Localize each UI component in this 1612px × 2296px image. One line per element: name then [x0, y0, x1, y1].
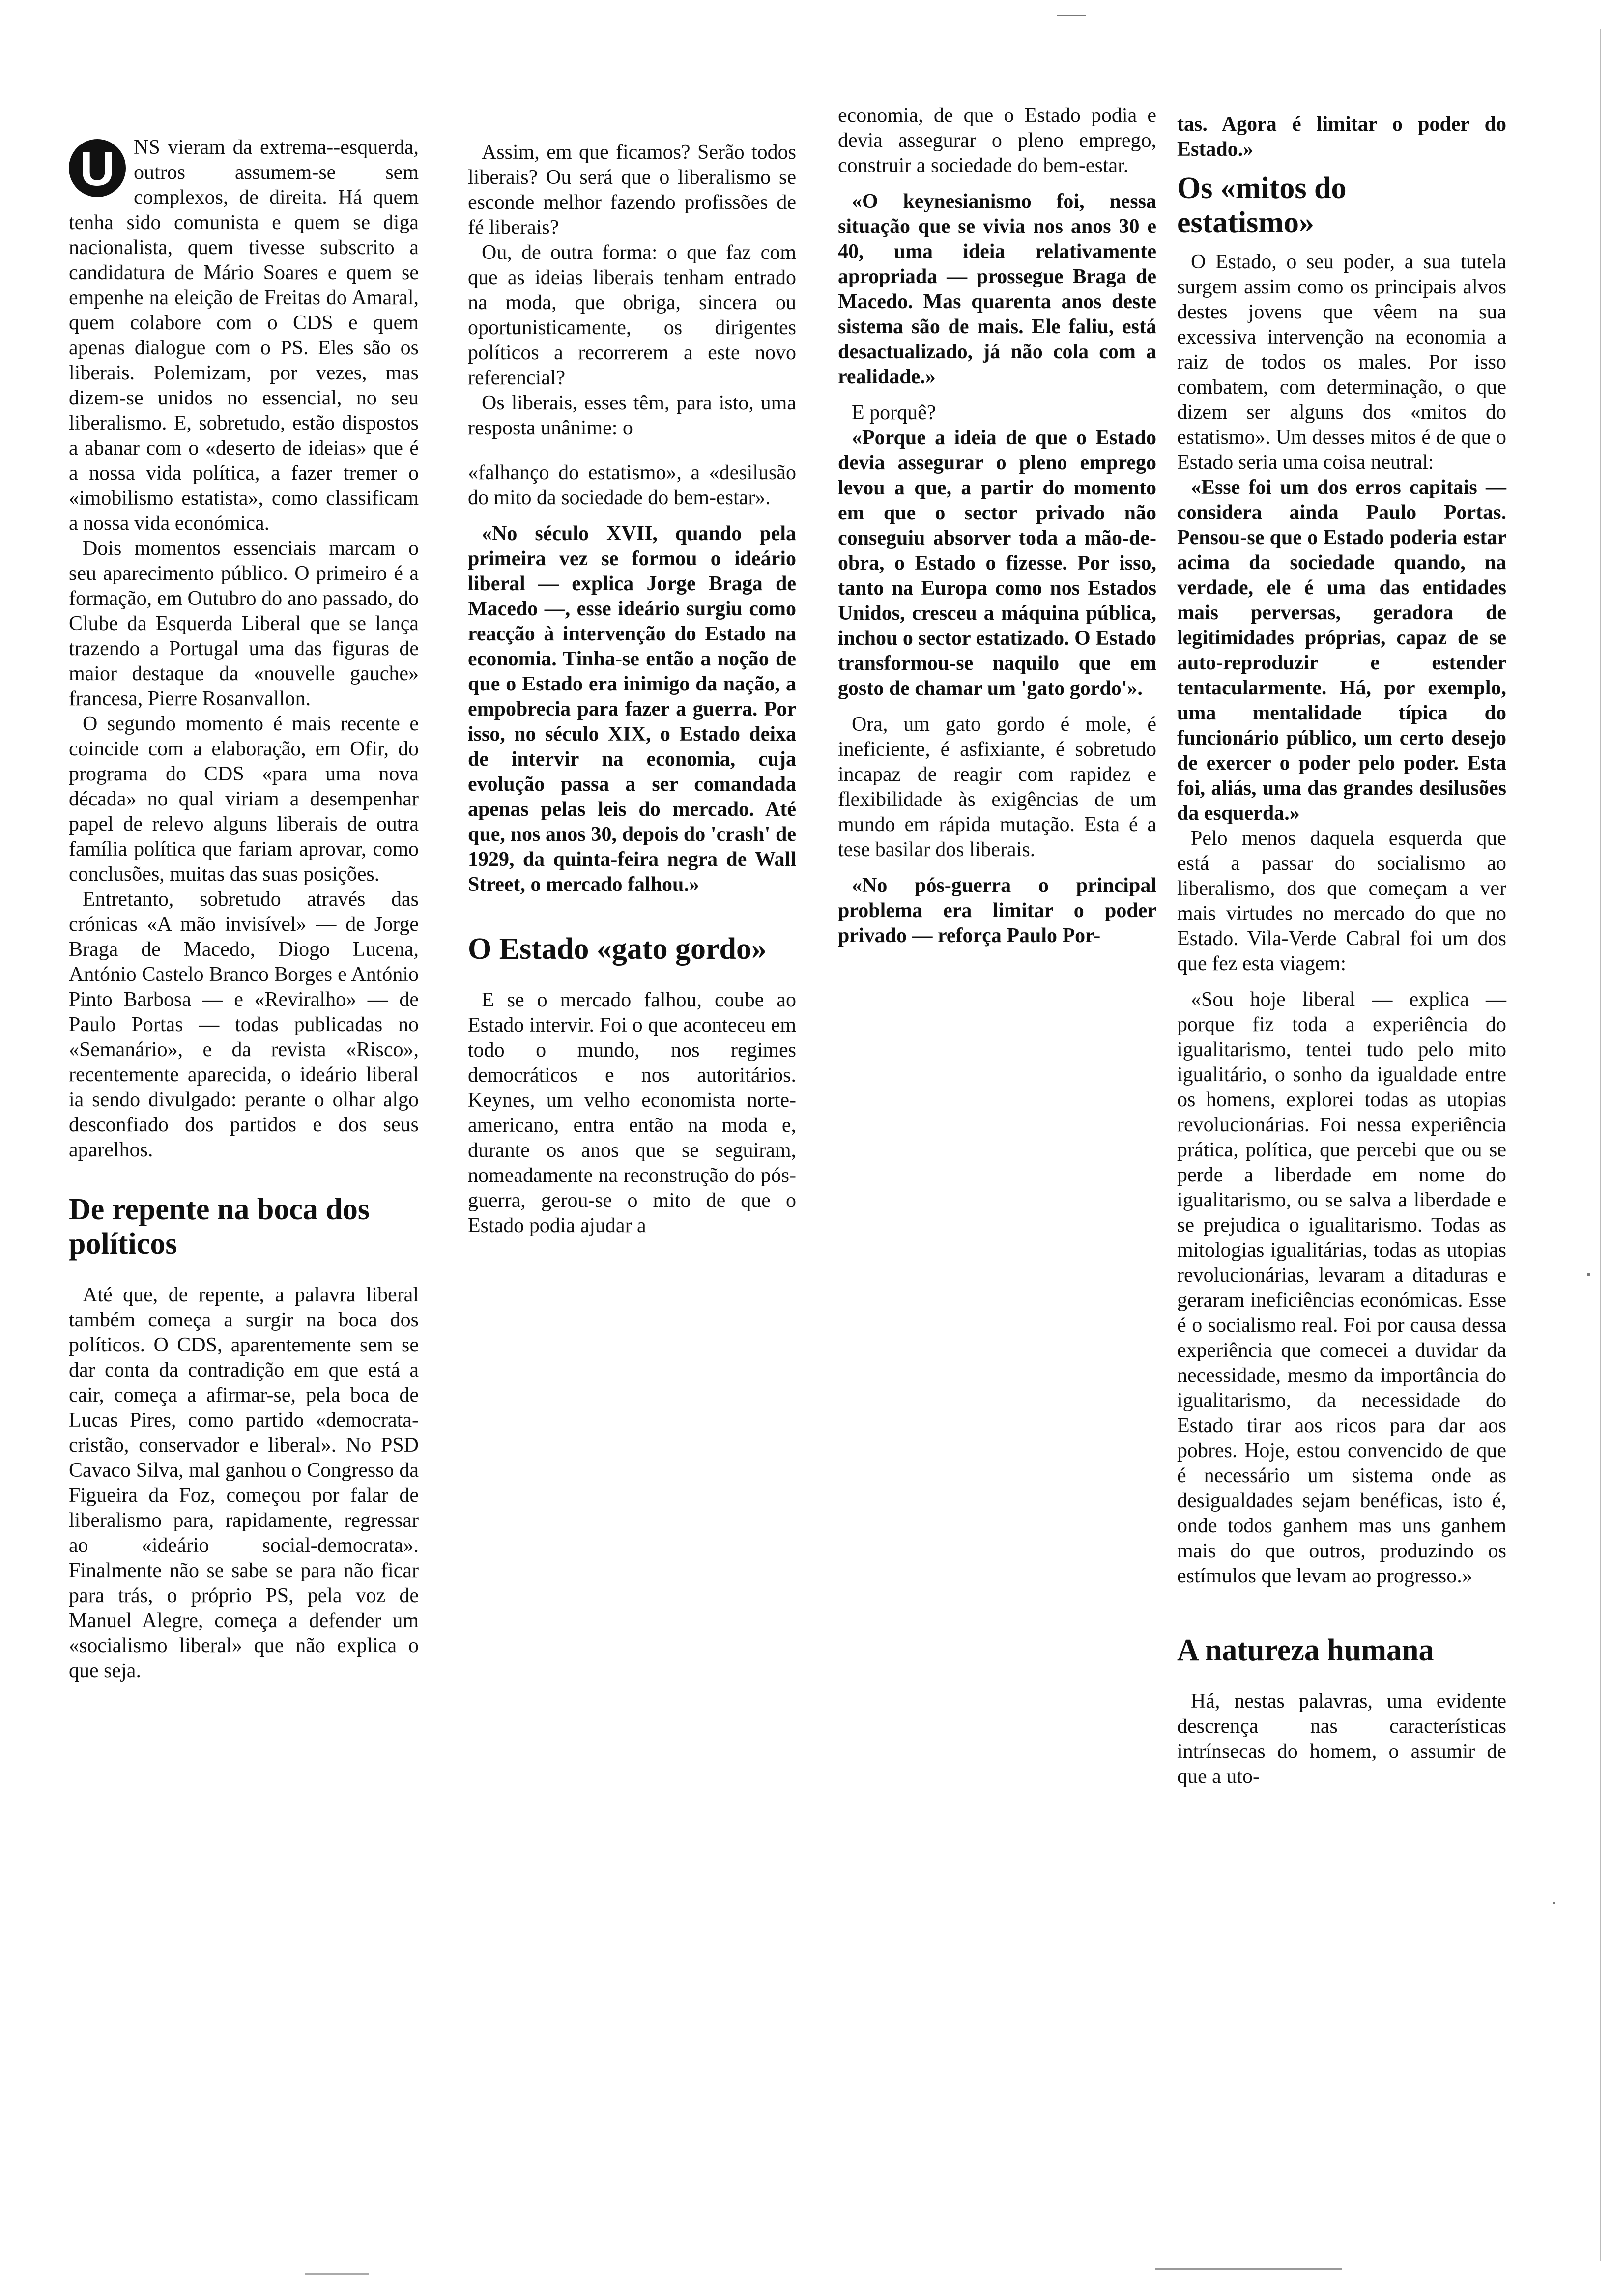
column-4 [1177, 112, 1506, 1789]
quote: «O keynesianismo foi, nessa situação que se vivia nos anos 30 e 40, uma ideia relativamente apropriada — prossegue Braga de Macedo. Mas quarenta anos deste sistema são de mais. Ele faliu, está desactualizado, já não cola com a realidade.» [838, 190, 1156, 388]
quote: «Porque a ideia de que o Estado devia assegurar o pleno emprego levou a que, a partir do momento em que o sector privado não conseguiu absorver toda a mão-de-obra, o Estado o fizesse. Por isso, tanto na Europa como nos Estados Unidos, cresceu a máquina pública, inchou o sector estatizado. O Estado transformou-se naquilo que em gosto de chamar um 'gato gordo'». [838, 427, 1156, 700]
paragraph: economia, de que o Estado podia e devia assegurar o pleno emprego, construir a sociedade do bem-estar. [838, 104, 1156, 177]
paragraph: Ou, de outra forma: o que faz com que as ideias liberais tenham entrado na moda, que obriga, sincera ou oportunisticamente, os dirigentes políticos a recorrerem a este novo referencial? [468, 241, 796, 389]
section-heading: O Estado «gato gordo» [468, 932, 767, 966]
quote: «No pós-guerra o principal problema era limitar o poder privado — reforça Paulo Por- [838, 874, 1156, 947]
paragraph: tas. Agora é limitar o poder do Estado.» [1177, 113, 1506, 161]
quote: «Esse foi um dos erros capitais — considera ainda Paulo Portas. Pensou-se que o Estado poderia estar acima da sociedade quando, na verdade, ele é uma das entidades mais perversas, geradora de legitimidades próprias, capaz de se auto-reproduzir e estender tentacularmente. Há, por exemplo, uma mentalidade típica do funcionário público, um certo desejo de exercer o poder pelo poder. Esta foi, aliás, uma das grandes desilusões da esquerda.» [1177, 476, 1506, 825]
paragraph: O Estado, o seu poder, a sua tutela surgem assim como os principais alvos destes jovens que vêem na sua excessiva intervenção na economia a raiz de todos os males. Por isso combatem, com determinação, o que dizem ser alguns dos «mitos do estatismo». Um desses mitos é de que o Estado seria uma coisa neutral: [1177, 251, 1506, 474]
scan-speck [1553, 1902, 1555, 1904]
column-3 [838, 103, 1156, 948]
paragraph: Ora, um gato gordo é mole, é ineficiente, é asfixiante, é sobretudo incapaz de reagir com rapidez e flexibilidade às exigências de um mundo em rápida mutação. Esta é a tese basilar dos liberais. [838, 713, 1156, 861]
scan-edge-mark [1600, 29, 1601, 2261]
scan-speck [1155, 2268, 1342, 2270]
paragraph: Há, nestas palavras, uma evidente descrença nas características intrínsecas do homem, o assumir de que a uto- [1177, 1690, 1506, 1788]
section-heading: A natureza humana [1177, 1634, 1434, 1667]
paragraph: E se o mercado falhou, coube ao Estado intervir. Foi o que aconteceu em todo o mundo, nos regimes democráticos e nos autoritários. Keynes, um velho economista norte-americano, entra então na moda e, durante os anos que se seguiram, nomeadamente na reconstrução do pós-guerra, gerou-se o mito de que o Estado podia ajudar a [468, 989, 796, 1237]
quote: «No século XVII, quando pela primeira vez se formou o ideário liberal — explica Jorge Braga de Macedo —, esse ideário surgiu como reacção à intervenção do Estado na economia. Tinha-se então a noção de que o Estado era inimigo da nação, a empobrecia para fazer a guerra. Por isso, no século XIX, o Estado deixa de intervir na economia, cuja evolução passa a ser comandada apenas pelas leis do mercado. Até que, nos anos 30, depois do 'crash' de 1929, da quinta-feira negra de Wall Street, o mercado falhou.» [468, 522, 796, 896]
scan-speck [1587, 1273, 1590, 1276]
scan-speck [1057, 15, 1086, 16]
quote: «Sou hoje liberal — explica — porque fiz toda a experiência do igualitarismo, tentei tudo pelo mito igualitário, o sonho da igualdade entre os homens, explorei todas as utopias revolucionárias. Foi nessa experiência prática, política, que percebi que ou se perde a liberdade em nome do igualitarismo, ou se salva a liberdade e se prejudica o igualitarismo. Todas as mitologias igualitárias, todas as utopias revolucionárias, levaram a ditaduras e geraram ineficiências económicas. Esse é o socialismo real. Foi por causa dessa experiência que comecei a duvidar da necessidade, mesmo da importância do igualitarismo, da necessidade do Estado tirar aos ricos para dar aos pobres. Hoje, estou convencido de que é necessário um sistema onde as desigualdades sejam benéficas, isto é, onde todos ganhem mas uns ganhem mais do que outros, produzindo os estímulos que levam ao progresso.» [1177, 988, 1506, 1587]
paragraph: Até que, de repente, a palavra liberal também começa a surgir na boca dos políticos. O CDS, aparentemente sem se dar conta da contradição em que está a cair, começa a afirmar-se, pela boca de Lucas Pires, como partido «democrata-cristão, conservador e liberal». No PSD Cavaco Silva, mal ganhou o Congresso da Figueira da Foz, começou por falar de liberalismo para, rapidamente, regressar ao «ideário social-democrata». Finalmente não se sabe se para não ficar para trás, o próprio PS, pela voz de Manuel Alegre, começa a defender um «socialismo liberal» que não explica o que seja. [69, 1284, 419, 1682]
paragraph: «falhanço do estatismo», a «desilusão do mito da sociedade do bem-estar». [468, 461, 796, 509]
section-heading: De repente na boca dos políticos [69, 1193, 370, 1261]
paragraph: E porquê? [852, 402, 936, 424]
paragraph: O segundo momento é mais recente e coincide com a elaboração, em Ofir, do programa do CDS «para uma nova década» no qual viriam a desempenhar papel de relevo alguns liberais de outra família política que fariam aprovar, como conclusões, muitas das suas posições. [69, 713, 419, 886]
paragraph: Dois momentos essenciais marcam o seu aparecimento público. O primeiro é a formação, em Outubro do ano passado, do Clube da Esquerda Liberal que se lança trazendo a Portugal uma das figuras de maior destaque da «nouvelle gauche» francesa, Pierre Rosanvallon. [69, 537, 419, 710]
dropcap-letter: U [69, 139, 126, 197]
column-1 [69, 135, 419, 1684]
paragraph: Assim, em que ficamos? Serão todos liberais? Ou será que o liberalismo se esconde melhor fazendo profissões de fé liberais? [468, 141, 796, 239]
paragraph: Os liberais, esses têm, para isto, uma resposta unânime: o [468, 392, 796, 439]
paragraph: Entretanto, sobretudo através das crónicas «A mão invisível» — de Jorge Braga de Macedo, Diogo Lucena, António Castelo Branco Borges e António Pinto Barbosa — e «Reviralho» — de Paulo Portas — todas publicadas no «Semanário», e da revista «Risco», recentemente aparecida, o ideário liberal ia sendo divulgado: perante o olhar algo desconfiado dos partidos e dos seus aparelhos. [69, 888, 419, 1161]
column-2 [468, 140, 796, 1238]
scan-speck [305, 2273, 369, 2275]
section-heading: Os «mitos do estatismo» [1177, 172, 1347, 239]
intro-paragraph: NS vieram da extrema--esquerda, outros assumem-se sem complexos, de direita. Há quem tenha sido comunista e quem se diga nacionalista, quem tivesse subscrito a candidatura de Mário Soares e quem se empenhe na eleição de Freitas do Amaral, quem colabore com o CDS e quem apenas dialogue com o PS. Eles são os liberais. Polemizam, por vezes, mas dizem-se unidos no essencial, no seu liberalismo. E, sobretudo, estão dispostos a abanar com o «deserto de ideias» que é a nossa vida política, a fazer tremer o «imobilismo estatista», como classificam a nossa vida económica. [69, 136, 419, 535]
paragraph: Pelo menos daquela esquerda que está a passar do socialismo ao liberalismo, dos que começam a ver mais virtudes no mercado do que no Estado. Vila-Verde Cabral foi um dos que fez esta viagem: [1177, 827, 1506, 975]
